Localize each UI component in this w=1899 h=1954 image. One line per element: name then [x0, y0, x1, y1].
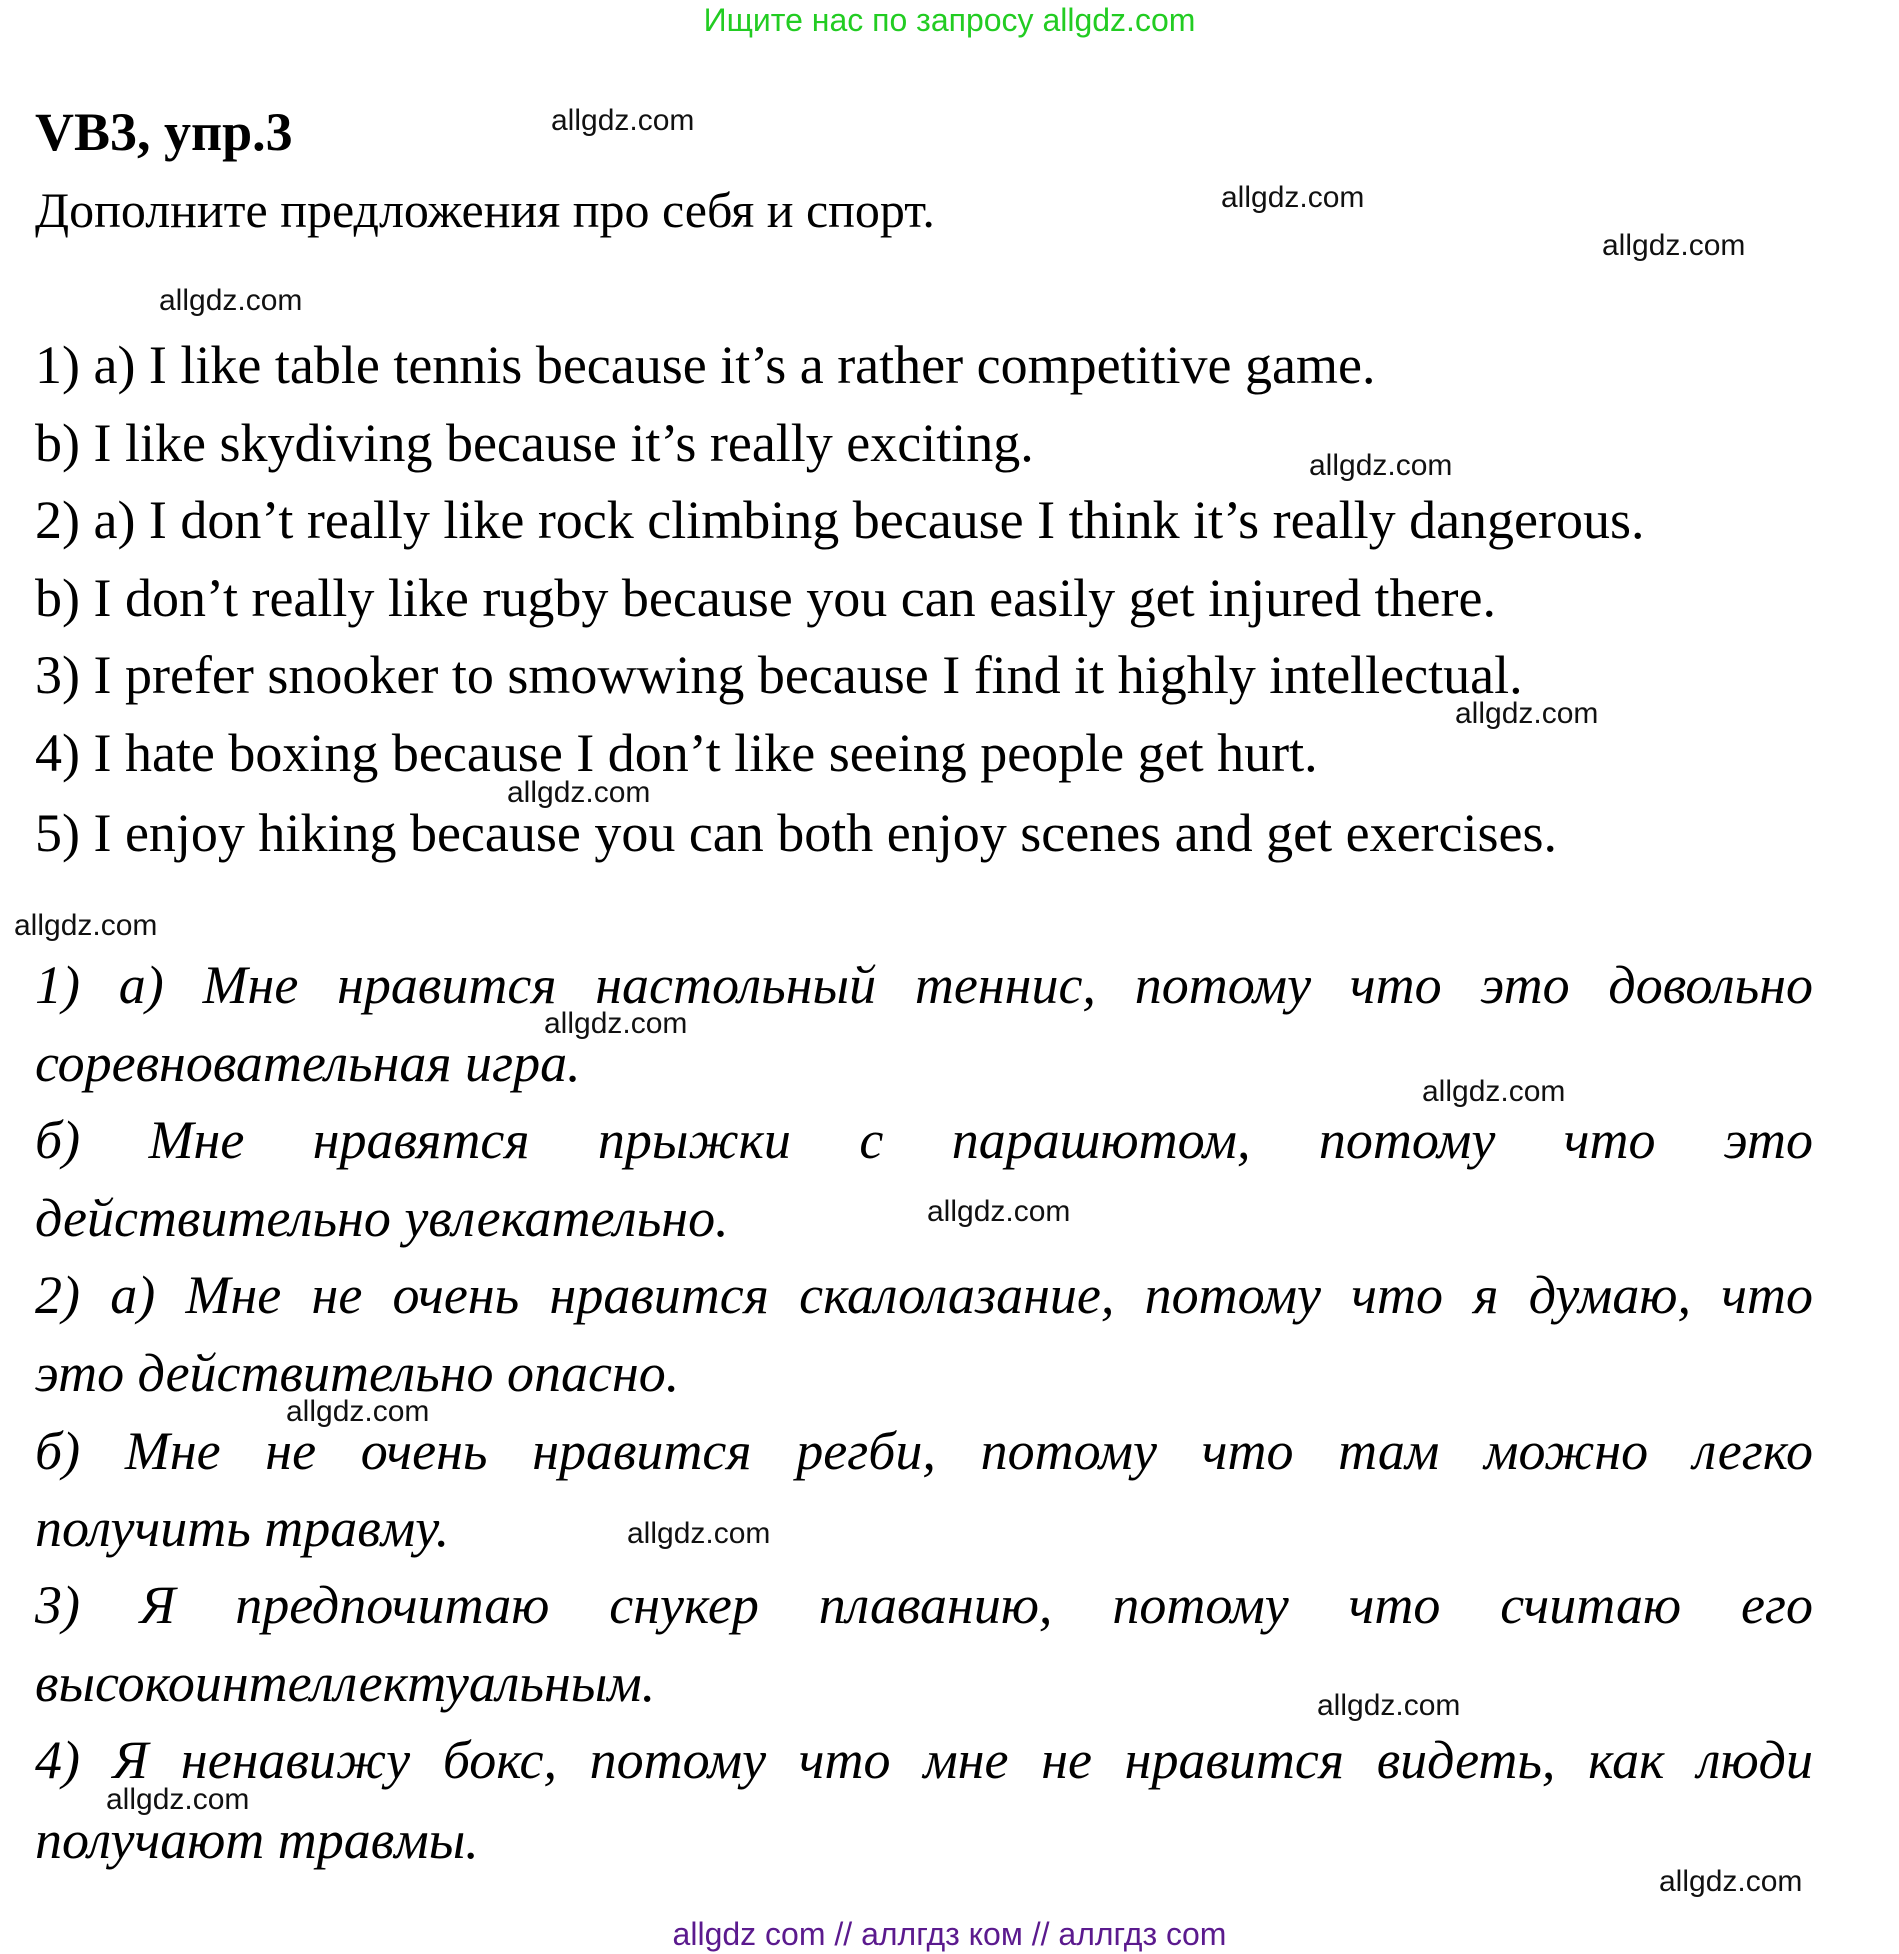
english-answer: b) I don’t really like rugby because you can easily get injured there.	[35, 568, 1496, 628]
watermark: allgdz.com	[106, 1783, 250, 1816]
russian-translation-line: получают травмы.	[35, 1810, 479, 1870]
russian-translation-line: б) Мне не очень нравится регби, потому что там можно легко	[35, 1421, 1813, 1481]
watermark: allgdz.com	[159, 284, 303, 317]
russian-translation-line: 4) Я ненавижу бокс, потому что мне не нравится видеть, как люди	[35, 1730, 1813, 1790]
russian-translation-line: б) Мне нравятся прыжки с парашютом, потому что это	[35, 1110, 1813, 1170]
watermark: allgdz.com	[1422, 1075, 1566, 1108]
watermark: allgdz.com	[1659, 1865, 1803, 1898]
russian-translation-line: это действительно опасно.	[35, 1343, 680, 1403]
header-ad-link[interactable]: Ищите нас по запросу allgdz.com	[703, 2, 1196, 38]
russian-translation-line: 1) а) Мне нравится настольный теннис, потому что это довольно	[35, 955, 1813, 1015]
watermark: allgdz.com	[14, 909, 158, 942]
english-answer: 2) a) I don’t really like rock climbing because I think it’s really dangerous.	[35, 490, 1645, 550]
watermark: allgdz.com	[286, 1395, 430, 1428]
watermark: allgdz.com	[1602, 229, 1746, 262]
russian-translation-line: действительно увлекательно.	[35, 1188, 729, 1248]
watermark: allgdz.com	[1221, 181, 1365, 214]
russian-translation-line: высокоинтеллектуальным.	[35, 1653, 656, 1713]
russian-translation-line: 3) Я предпочитаю снукер плаванию, потому что считаю его	[35, 1575, 1813, 1635]
watermark: allgdz.com	[507, 776, 651, 809]
watermark: allgdz.com	[627, 1517, 771, 1550]
footer-links[interactable]: allgdz com // аллгдз ком // аллгдз com	[672, 1916, 1227, 1952]
watermark: allgdz.com	[544, 1007, 688, 1040]
english-answer: 1) a) I like table tennis because it’s a rather competitive game.	[35, 335, 1376, 395]
english-answer: b) I like skydiving because it’s really exciting.	[35, 413, 1034, 473]
english-answer: 3) I prefer snooker to smowwing because I find it highly intellectual.	[35, 645, 1523, 705]
exercise-title: VB3, упр.3	[35, 102, 293, 162]
exercise-instruction: Дополните предложения про себя и спорт.	[35, 182, 935, 238]
russian-translation-line: соревновательная игра.	[35, 1033, 581, 1093]
watermark: allgdz.com	[551, 104, 695, 137]
watermark: allgdz.com	[1309, 449, 1453, 482]
watermark: allgdz.com	[1455, 697, 1599, 730]
watermark: allgdz.com	[1317, 1689, 1461, 1722]
english-answer: 5) I enjoy hiking because you can both enjoy scenes and get exercises.	[35, 803, 1557, 863]
russian-translation-line: получить травму.	[35, 1498, 450, 1558]
watermark: allgdz.com	[927, 1195, 1071, 1228]
russian-translation-line: 2) а) Мне не очень нравится скалолазание, потому что я думаю, что	[35, 1265, 1813, 1325]
english-answer: 4) I hate boxing because I don’t like seeing people get hurt.	[35, 723, 1318, 783]
